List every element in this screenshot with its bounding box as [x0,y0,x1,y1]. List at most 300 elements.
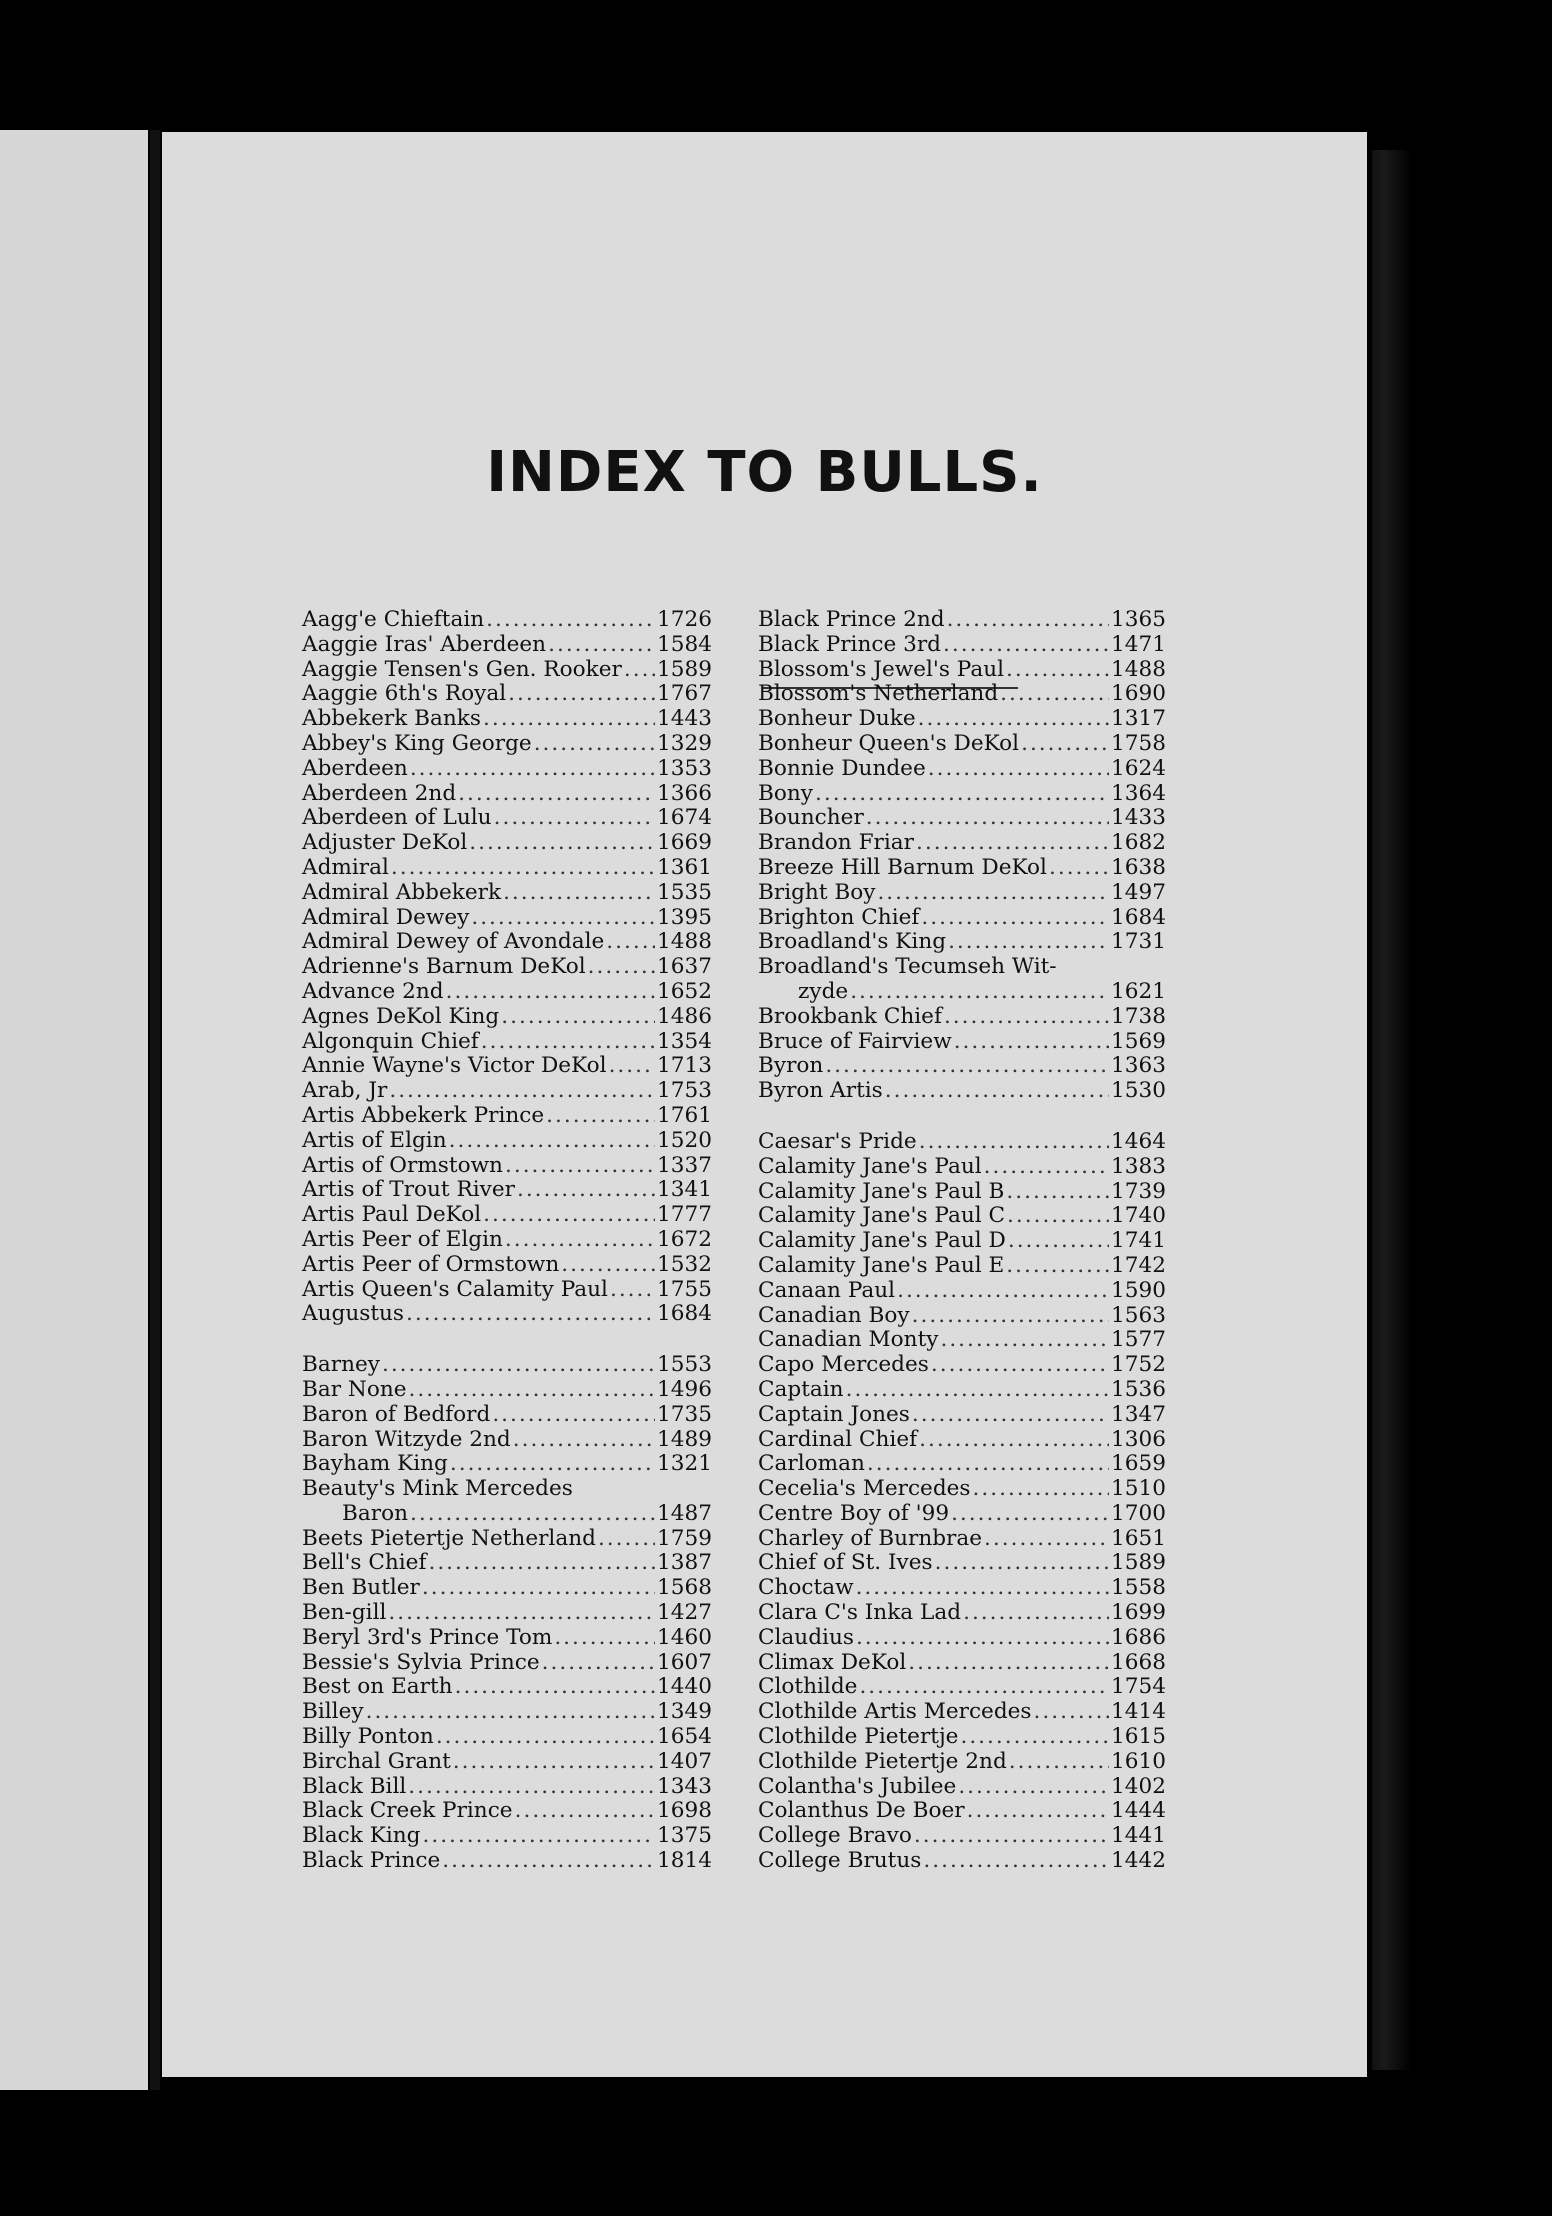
entry-page-number: 1402 [1111,1773,1166,1799]
entry-page-number: 1569 [1111,1028,1166,1054]
dot-leader [483,1203,655,1228]
index-entry [302,1824,712,1849]
entry-name: Byron [758,1053,824,1079]
entry-name: Clothilde [758,1674,858,1700]
dot-leader [388,1601,655,1626]
entry-page-number: 1698 [657,1798,712,1824]
index-entry [302,1030,712,1055]
entry-name: Artis Queen's Calamity Paul [302,1276,608,1302]
index-entry [758,707,1166,732]
entry-page-number: 1638 [1111,854,1166,880]
index-entry [758,682,1166,707]
index-entry [758,980,1166,1005]
entry-name: Centre Boy of '99 [758,1500,950,1526]
dot-leader [508,682,655,707]
dot-leader [609,1054,655,1079]
entry-page-number: 1761 [657,1102,712,1128]
dot-leader [850,980,1109,1005]
dot-leader [446,980,655,1005]
entry-name: College Brutus [758,1848,922,1874]
index-entry [302,1302,712,1327]
entry-page-number: 1741 [1111,1228,1166,1254]
entry-page-number: 1497 [1111,879,1166,905]
dot-leader [944,1005,1109,1030]
index-entry [302,1527,712,1552]
entry-page-number: 1726 [657,607,712,632]
dot-leader [1008,1229,1109,1254]
entry-page-number: 1536 [1111,1376,1166,1402]
dot-leader [1007,1204,1109,1229]
dot-leader [960,1725,1109,1750]
entry-page-number: 1532 [657,1251,712,1277]
dot-leader [406,1302,655,1327]
entry-name: Calamity Jane's Paul B [758,1178,1005,1204]
dot-leader [606,930,655,955]
index-entry [758,906,1166,931]
entry-name: Canaan Paul [758,1277,896,1303]
dot-leader [921,906,1109,931]
entry-page-number: 1753 [657,1078,712,1104]
dot-leader [534,732,655,757]
dot-leader [422,1576,655,1601]
index-entry [758,955,1166,980]
entry-page-number: 1353 [657,755,712,781]
entry-page-number: 1535 [657,879,712,905]
entry-page-number: 1684 [1111,904,1166,930]
entry-page-number: 1440 [657,1674,712,1700]
index-entry [758,1626,1166,1651]
entry-page-number: 1343 [657,1773,712,1799]
entry-name: Byron Artis [758,1078,883,1104]
index-entry [758,1775,1166,1800]
index-entry [758,757,1166,782]
entry-name: Admiral Dewey [302,904,470,930]
index-entry [758,658,1166,683]
entry-name: Charley of Burnbrae [758,1525,983,1551]
entry-name: Black Prince [302,1848,441,1874]
entry-page-number: 1321 [657,1451,712,1477]
entry-name: Canadian Boy [758,1302,910,1328]
dot-leader [867,1452,1109,1477]
entry-name: Baron of Bedford [302,1401,491,1427]
index-entry [758,1502,1166,1527]
dot-leader [825,1054,1109,1079]
dot-leader [859,1675,1109,1700]
index-column-right [758,608,1166,1874]
entry-name: Aberdeen of Lulu [302,805,492,831]
entry-name: Calamity Jane's Paul E [758,1252,1005,1278]
index-entry [302,1378,712,1403]
index-entry [302,1502,712,1527]
index-entry [758,1328,1166,1353]
entry-page-number: 1488 [1111,656,1166,682]
dot-leader [1049,856,1109,881]
index-entry [758,1824,1166,1849]
index-entry [758,1229,1166,1254]
entry-name: Best on Earth [302,1674,453,1700]
entry-name: Beets Pietertje Netherland [302,1525,596,1551]
index-entry [302,1799,712,1824]
entry-page-number: 1530 [1111,1078,1166,1104]
entry-page-number: 1414 [1111,1699,1166,1725]
entry-name: Bright Boy [758,879,876,905]
entry-page-number: 1672 [657,1226,712,1252]
dot-leader [588,955,655,980]
dot-leader [935,1551,1109,1576]
index-entry [302,707,712,732]
index-entry [758,1353,1166,1378]
entry-page-number: 1700 [1111,1500,1166,1526]
entry-name: Barney [302,1352,380,1378]
entry-page-number: 1754 [1111,1674,1166,1700]
entry-page-number: 1713 [657,1053,712,1079]
entry-page-number: 1758 [1111,730,1166,756]
entry-name: Abbekerk Banks [302,706,481,732]
index-entry [302,1477,712,1502]
section-gap [302,1327,712,1353]
entry-page-number: 1621 [1111,978,1166,1004]
entry-page-number: 1590 [1111,1277,1166,1303]
entry-page-number: 1637 [657,954,712,980]
entry-name: Billey [302,1699,364,1725]
dot-leader [494,806,655,831]
entry-name: Canadian Monty [758,1327,939,1353]
page-title: INDEX TO BULLS. [486,440,1043,505]
entry-page-number: 1682 [1111,830,1166,856]
entry-page-number: 1460 [657,1624,712,1650]
entry-name: Bouncher [758,805,864,831]
index-entry [302,1054,712,1079]
index-entry [758,1155,1166,1180]
entry-name: Advance 2nd [302,978,444,1004]
entry-name: Climax DeKol [758,1649,907,1675]
entry-page-number: 1814 [657,1848,712,1874]
index-entry [758,806,1166,831]
index-entry [758,1254,1166,1279]
entry-page-number: 1387 [657,1550,712,1576]
entry-name: Artis Peer of Ormstown [302,1251,560,1277]
entry-name: Blossom's Jewel's Paul [758,656,1005,682]
index-entry [302,930,712,955]
dot-leader [943,633,1109,658]
index-entry [758,1477,1166,1502]
entry-page-number: 1510 [1111,1476,1166,1502]
dot-leader [471,906,655,931]
entry-name: Cardinal Chief [758,1426,918,1452]
dot-leader [422,1824,655,1849]
entry-page-number: 1669 [657,830,712,856]
entry-name: Beauty's Mink Mercedes [302,1476,573,1502]
index-entry [302,881,712,906]
entry-page-number: 1674 [657,805,712,831]
dot-leader [486,608,655,633]
index-entry [758,831,1166,856]
dot-leader [561,1253,655,1278]
entry-name: Algonquin Chief [302,1028,479,1054]
dot-leader [548,633,655,658]
entry-page-number: 1584 [657,631,712,657]
index-entry [302,1005,712,1030]
index-entry [758,1452,1166,1477]
entry-page-number: 1347 [1111,1401,1166,1427]
entry-name: Birchal Grant [302,1748,451,1774]
dot-leader [442,1849,655,1874]
entry-name: Black Bill [302,1773,407,1799]
entry-page-number: 1553 [657,1352,712,1378]
entry-page-number: 1442 [1111,1848,1166,1874]
dot-leader [1000,682,1109,707]
dot-leader [453,1750,655,1775]
dot-leader [918,707,1109,732]
entry-page-number: 1444 [1111,1798,1166,1824]
dot-leader [389,1079,655,1104]
dot-leader [897,1279,1109,1304]
entry-page-number: 1520 [657,1127,712,1153]
entry-name: Billy Ponton [302,1724,434,1750]
entry-name: Bar None [302,1376,407,1402]
index-entry [758,782,1166,807]
entry-page-number: 1755 [657,1276,712,1302]
dot-leader [483,707,655,732]
entry-name: Agnes DeKol King [302,1003,500,1029]
index-entry [758,1651,1166,1676]
entry-name: Abbey's King George [302,730,532,756]
entry-page-number: 1317 [1111,706,1166,732]
index-entry [758,1079,1166,1104]
dot-leader [916,831,1109,856]
entry-page-number: 1337 [657,1152,712,1178]
dot-leader [409,1378,656,1403]
entry-name: Clothilde Pietertje [758,1724,959,1750]
entry-page-number: 1496 [657,1376,712,1402]
entry-page-number: 1361 [657,854,712,880]
entry-page-number: 1354 [657,1028,712,1054]
entry-page-number: 1690 [1111,681,1166,707]
dot-leader [912,1403,1109,1428]
entry-page-number: 1759 [657,1525,712,1551]
entry-page-number: 1488 [657,929,712,955]
entry-name: Bonnie Dundee [758,755,926,781]
index-entry [302,1104,712,1129]
index-entry [302,633,712,658]
entry-name: Colantha's Jubilee [758,1773,957,1799]
index-entry [758,1304,1166,1329]
entry-name: Captain Jones [758,1401,910,1427]
dot-leader [517,1178,655,1203]
entry-page-number: 1615 [1111,1724,1166,1750]
dot-leader [947,608,1109,633]
entry-name: Annie Wayne's Victor DeKol [302,1053,607,1079]
index-entry [758,608,1166,633]
dot-leader [984,1527,1109,1552]
entry-name: Brookbank Chief [758,1003,942,1029]
index-entry [758,633,1166,658]
index-entry [758,881,1166,906]
index-entry [302,1601,712,1626]
entry-page-number: 1742 [1111,1252,1166,1278]
index-entry [302,1700,712,1725]
index-entry [758,1279,1166,1304]
entry-page-number: 1607 [657,1649,712,1675]
index-entry [302,806,712,831]
dot-leader [505,1154,655,1179]
index-entry [302,782,712,807]
dot-leader [598,1527,655,1552]
entry-name: Caesar's Pride [758,1128,917,1154]
dot-leader [919,1428,1109,1453]
entry-page-number: 1433 [1111,805,1166,831]
dot-leader [908,1651,1109,1676]
dot-leader [866,806,1109,831]
dot-leader [815,782,1109,807]
dot-leader [610,1278,655,1303]
entry-name: Ben Butler [302,1575,420,1601]
entry-page-number: 1752 [1111,1352,1166,1378]
entry-name: Bell's Chief [302,1550,427,1576]
entry-page-number: 1341 [657,1177,712,1203]
index-entry [302,1750,712,1775]
entry-name: Arab, Jr [302,1078,388,1104]
entry-page-number: 1686 [1111,1624,1166,1650]
entry-page-number: 1740 [1111,1203,1166,1229]
dot-leader [469,831,655,856]
entry-name: Aberdeen 2nd [302,780,457,806]
dot-leader [1021,732,1109,757]
entry-name: Colanthus De Boer [758,1798,965,1824]
entry-page-number: 1731 [1111,929,1166,955]
index-entry [302,1403,712,1428]
page-gutter [150,130,160,2090]
dot-leader [1006,1254,1109,1279]
dot-leader [948,930,1109,955]
entry-name: Adrienne's Barnum DeKol [302,954,586,980]
dot-leader [366,1700,655,1725]
dot-leader [954,1030,1109,1055]
dot-leader [914,1824,1109,1849]
entry-page-number: 1563 [1111,1302,1166,1328]
index-entry [758,1005,1166,1030]
entry-page-number: 1684 [657,1301,712,1327]
entry-name: Augustus [302,1301,404,1327]
index-entry [302,856,712,881]
dot-leader [940,1328,1109,1353]
dot-leader [1009,1750,1109,1775]
index-entry [758,1130,1166,1155]
index-entry [758,1527,1166,1552]
index-entry [758,1675,1166,1700]
dot-leader [963,1601,1109,1626]
entry-page-number: 1366 [657,780,712,806]
dot-leader [885,1079,1109,1104]
entry-name: Artis of Ormstown [302,1152,503,1178]
entry-page-number: 1654 [657,1724,712,1750]
dot-leader [973,1477,1110,1502]
index-entry [758,1054,1166,1079]
dot-leader [428,1551,655,1576]
dot-leader [912,1304,1109,1329]
entry-name: Black Prince 3rd [758,631,941,657]
entry-name: Captain [758,1376,844,1402]
dot-leader [958,1775,1109,1800]
dot-leader [919,1130,1109,1155]
entry-page-number: 1329 [657,730,712,756]
entry-page-number: 1489 [657,1426,712,1452]
dot-leader [546,1104,655,1129]
entry-page-number: 1427 [657,1600,712,1626]
index-entry [758,1750,1166,1775]
entry-page-number: 1699 [1111,1600,1166,1626]
entry-name: Carloman [758,1451,865,1477]
entry-name: Artis Abbekerk Prince [302,1102,545,1128]
index-entry [758,1576,1166,1601]
index-entry [302,980,712,1005]
index-entry [302,1576,712,1601]
entry-name: Clothilde Artis Mercedes [758,1699,1032,1725]
entry-name: Admiral [302,854,389,880]
entry-name: Baron [342,1500,408,1526]
dot-leader [503,881,655,906]
index-entry [758,1601,1166,1626]
index-entry [758,1799,1166,1824]
index-entry [302,1725,712,1750]
entry-page-number: 1486 [657,1003,712,1029]
entry-page-number: 1471 [1111,631,1166,657]
entry-page-number: 1738 [1111,1003,1166,1029]
dot-leader [856,1626,1109,1651]
index-entry [758,1551,1166,1576]
entry-name: Artis Peer of Elgin [302,1226,503,1252]
dot-leader [931,1353,1109,1378]
index-entry [302,1551,712,1576]
entry-page-number: 1767 [657,681,712,707]
entry-name: Black Creek Prince [302,1798,513,1824]
index-entry [302,1775,712,1800]
entry-page-number: 1395 [657,904,712,930]
entry-page-number: 1589 [657,656,712,682]
dot-leader [624,658,655,683]
dot-leader [984,1155,1109,1180]
dot-leader [481,1030,655,1055]
dot-leader [408,1775,655,1800]
index-entry [758,930,1166,955]
entry-name: Brandon Friar [758,830,914,856]
entry-name: Aaggie 6th's Royal [302,681,507,707]
entry-name: Clothilde Pietertje 2nd [758,1748,1007,1774]
index-entry [758,1428,1166,1453]
entry-page-number: 1735 [657,1401,712,1427]
dot-leader [505,1228,655,1253]
entry-page-number: 1589 [1111,1550,1166,1576]
dot-leader [450,1452,655,1477]
entry-name: Clara C's Inka Lad [758,1600,962,1626]
entry-name: Artis of Trout River [302,1177,515,1203]
entry-name: zyde [798,978,849,1004]
dot-leader [492,1403,655,1428]
dot-leader [410,757,655,782]
entry-name: Admiral Abbekerk [302,879,502,905]
index-entry [302,757,712,782]
index-entry [758,732,1166,757]
entry-name: Chief of St. Ives [758,1550,933,1576]
entry-name: Beryl 3rd's Prince Tom [302,1624,553,1650]
index-entry [302,1278,712,1303]
entry-page-number: 1365 [1111,607,1166,632]
index-entry [758,1849,1166,1874]
index-entry [302,955,712,980]
entry-name: Calamity Jane's Paul D [758,1228,1006,1254]
entry-name: Black Prince 2nd [758,607,945,632]
index-entry [302,831,712,856]
